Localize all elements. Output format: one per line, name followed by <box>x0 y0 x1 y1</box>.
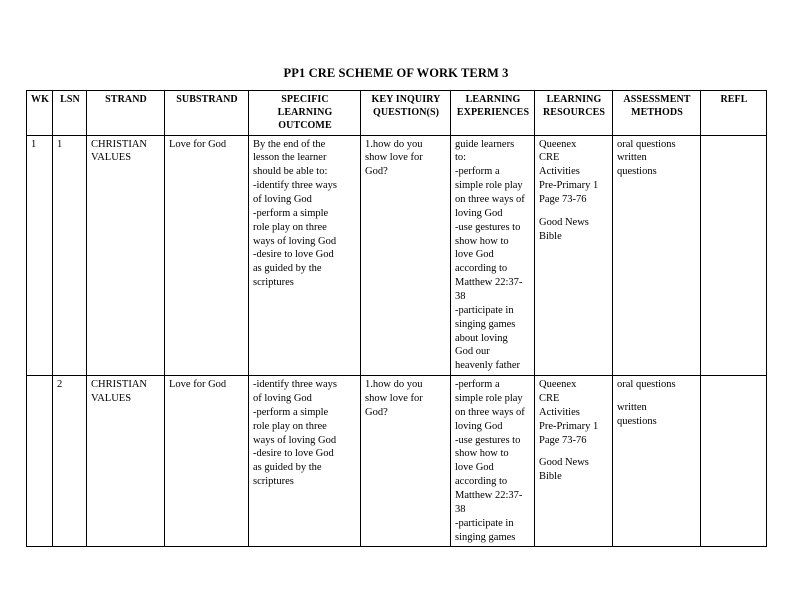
page-title: PP1 CRE SCHEME OF WORK TERM 3 <box>283 66 509 80</box>
column-header-assessment-methods: ASSESSMENT METHODS <box>613 91 701 136</box>
cell-reflection <box>701 376 767 547</box>
column-header-learning-resources: LEARNING RESOURCES <box>535 91 613 136</box>
cell-learning-resources: Queenex CRE Activities Pre-Primary 1 Page 73-76 Good News Bible <box>535 135 613 376</box>
table-body <box>27 135 767 547</box>
column-header-refl: REFL <box>701 91 767 136</box>
cell-learning-experiences: -perform a simple role play on three ways of loving God -use gestures to show how to love God according to Matthew 22:37- 38 -participate in singing games <box>451 376 535 547</box>
table-row <box>27 135 767 376</box>
column-header-lsn: LSN <box>53 91 87 136</box>
cell-assessment-methods: oral questions written questions <box>613 376 701 547</box>
cell-assessment-methods: oral questions written questions <box>613 135 701 376</box>
cell-lesson: 1 <box>53 135 87 376</box>
cell-reflection <box>701 135 767 376</box>
cell-week: 1 <box>27 135 53 376</box>
column-header-substrand: SUBSTRAND <box>165 91 249 136</box>
cell-substrand: Love for God <box>165 135 249 376</box>
cell-learning-resources: Queenex CRE Activities Pre-Primary 1 Page 73-76 Good News Bible <box>535 376 613 547</box>
cell-specific-learning-outcome: -identify three ways of loving God -perform a simple role play on three ways of loving God -desire to love God as guided by the scriptures <box>249 376 361 547</box>
column-header-wk: WK <box>27 91 53 136</box>
cell-specific-learning-outcome: By the end of the lesson the learner should be able to: -identify three ways of loving God -perform a simple role play on three ways of loving God -desire to love God as guided by the scriptures <box>249 135 361 376</box>
column-header-specific-learning-outcome: SPECIFIC LEARNING OUTCOME <box>249 91 361 136</box>
cell-learning-experiences: guide learners to: -perform a simple role play on three ways of loving God -use gestures to show how to love God according to Matthew 22:37- 38 -participate in singing games about loving God our heavenly father <box>451 135 535 376</box>
cell-week <box>27 376 53 547</box>
column-header-key-inquiry-questions: KEY INQUIRY QUESTION(S) <box>361 91 451 136</box>
cell-lesson: 2 <box>53 376 87 547</box>
cell-key-inquiry-question: 1.how do you show love for God? <box>361 135 451 376</box>
scheme-of-work-table <box>26 90 767 547</box>
cell-key-inquiry-question: 1.how do you show love for God? <box>361 376 451 547</box>
column-header-learning-experiences: LEARNING EXPERIENCES <box>451 91 535 136</box>
cell-substrand: Love for God <box>165 376 249 547</box>
cell-strand: CHRISTIAN VALUES <box>87 376 165 547</box>
table-header-row <box>27 91 767 136</box>
table-row <box>27 376 767 547</box>
column-header-strand: STRAND <box>87 91 165 136</box>
cell-strand: CHRISTIAN VALUES <box>87 135 165 376</box>
